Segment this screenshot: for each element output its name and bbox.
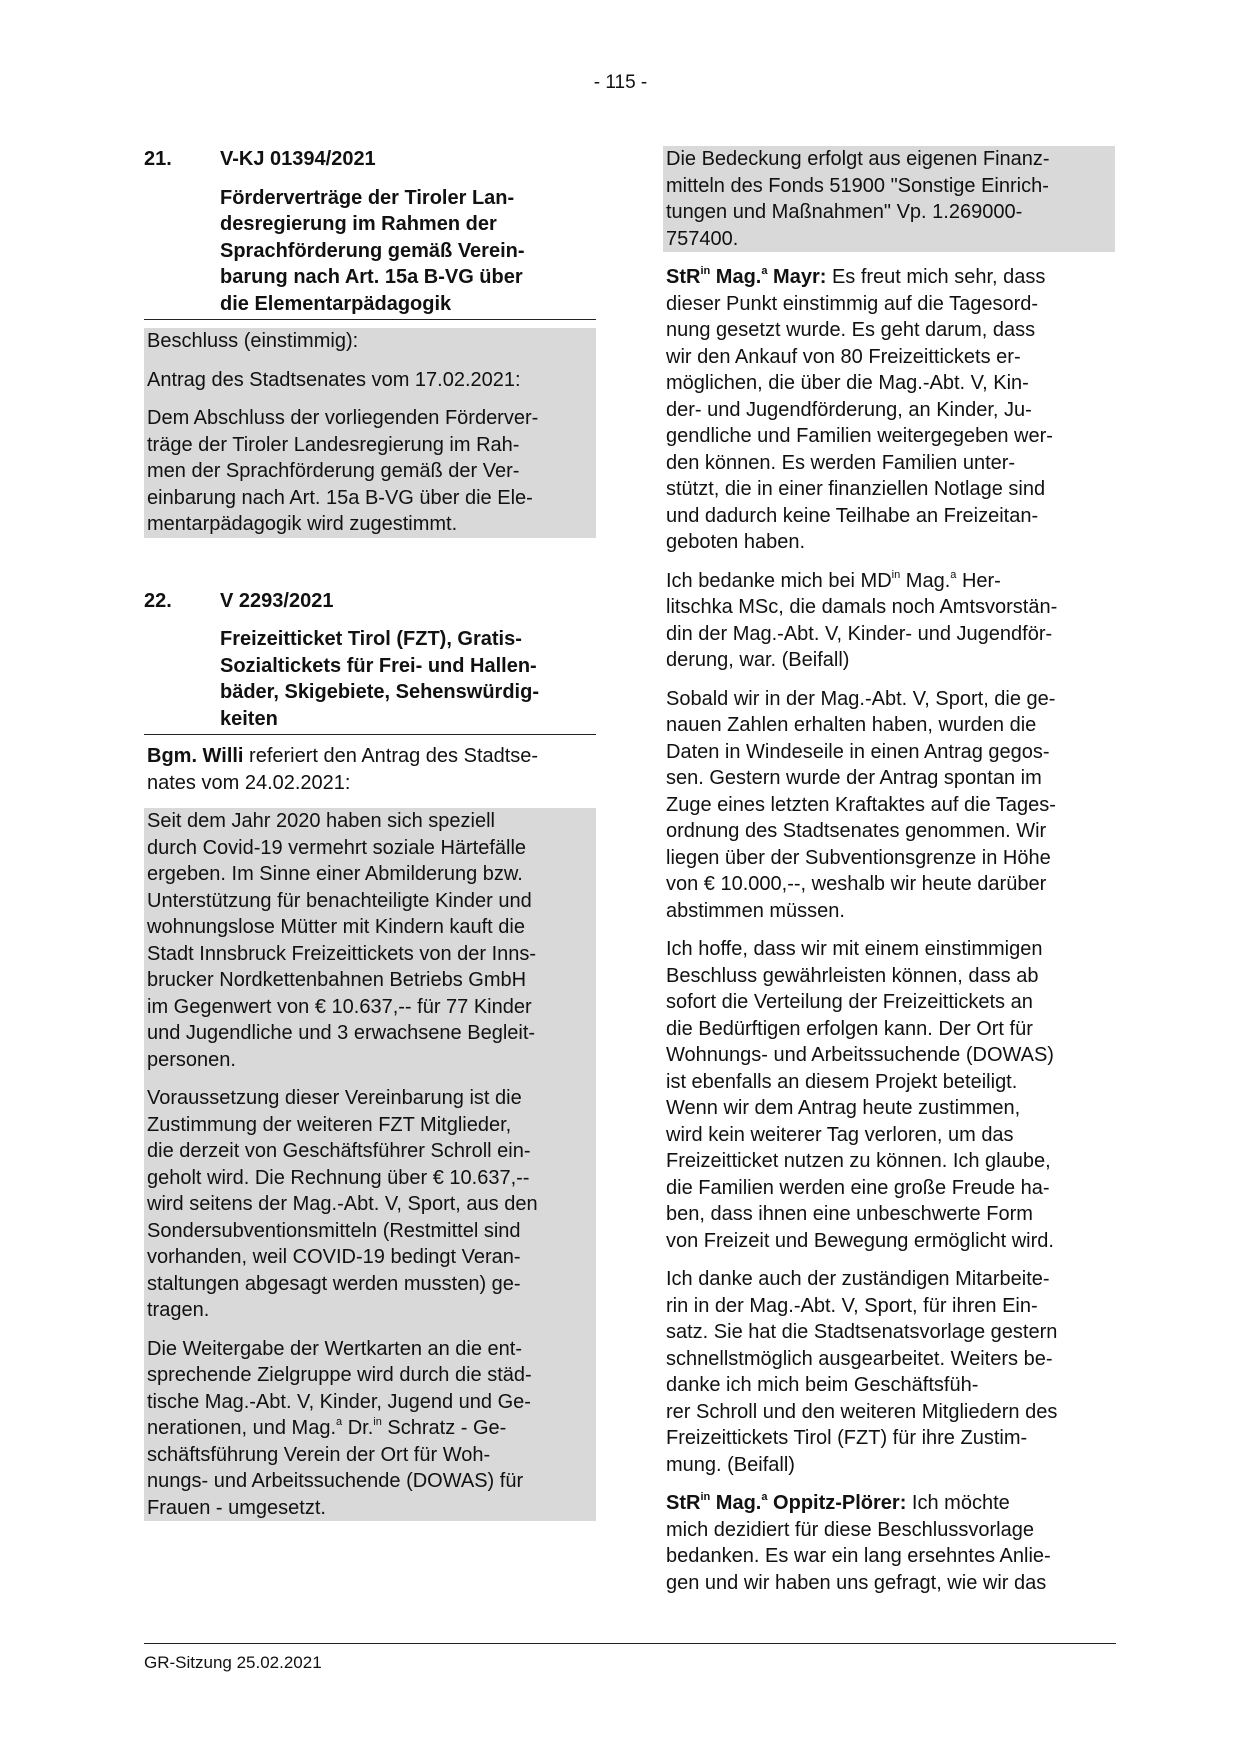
item-21-resolution-block: [144, 328, 596, 538]
text-line: mitteln des Fonds 51900 "Sonstige Einrich-: [666, 174, 1049, 197]
superscript: a: [950, 568, 957, 581]
text-run: Dr.: [342, 1417, 374, 1439]
text-line: einbarung nach Art. 15a B-VG über die Ele-: [147, 486, 533, 509]
speaker-name: Bgm. Willi: [147, 745, 244, 767]
text-line: Die Weitergabe der Wertkarten an die ent-: [147, 1337, 523, 1360]
text-line: satz. Sie hat die Stadtsenatsvorlage gestern: [666, 1321, 1058, 1343]
text-run: Her-: [956, 569, 1001, 592]
text-line: [147, 1415, 593, 1442]
text-line: nauen Zahlen erhalten haben, wurden die: [666, 714, 1037, 736]
text-line: Zuge eines letzten Kraftaktes auf die Tages-: [666, 793, 1056, 816]
text-line: der- und Jugendförderung, an Kinder, Ju-: [666, 398, 1032, 421]
text-line: ordnung des Stadtsenates genommen. Wir: [666, 820, 1047, 842]
text-line: brucker Nordkettenbahnen Betriebs GmbH: [147, 969, 527, 991]
text-run: Ich bedanke mich bei MD: [666, 569, 892, 592]
text-run: nerationen, und Mag.: [147, 1417, 337, 1439]
text-line: men der Sprachförderung gemäß der Ver-: [147, 460, 520, 482]
item-21-title-line: die Elementarpädagogik: [220, 292, 452, 315]
text-line: und dadurch keine Teilhabe an Freizeitan-: [666, 504, 1039, 527]
text-line: die Familien werden eine große Freude ha-: [666, 1176, 1050, 1199]
item-22-title: [220, 626, 596, 734]
text-line: gendliche und Familien weitergegeben wer-: [666, 425, 1053, 447]
text-run: Mag.: [710, 266, 762, 288]
text-line: vorhanden, weil COVID-19 bedingt Veran-: [147, 1246, 521, 1268]
text-line: Die Bedeckung erfolgt aus eigenen Finanz-: [666, 148, 1050, 170]
item-21-antrag: Antrag des Stadtsenates vom 17.02.2021:: [147, 368, 521, 391]
text-line: mich dezidiert für diese Beschlussvorlage: [666, 1518, 1034, 1541]
item-21-title-line: barung nach Art. 15a B-VG über: [220, 266, 523, 288]
text-run: StR: [666, 1492, 701, 1514]
page-number: - 115 -: [593, 72, 648, 93]
statement-mayr: [663, 264, 1115, 556]
superscript: a: [761, 265, 768, 278]
text-line: Zustimmung der weiteren FZT Mitglieder,: [147, 1113, 512, 1136]
text-line: Seit dem Jahr 2020 haben sich speziell: [147, 810, 495, 832]
item-21-divider: [144, 319, 596, 320]
statement-sobald: [663, 686, 1115, 925]
text-line: nung gesetzt wurde. Es geht darum, dass: [666, 319, 1036, 341]
item-21-title-line: Förderverträge der Tiroler Lan-: [220, 186, 515, 209]
text-line: den können. Es werden Familien unter-: [666, 451, 1016, 474]
text-line: 757400.: [666, 227, 739, 250]
item-21-number: 21.: [144, 148, 172, 170]
text-line: Wenn wir dem Antrag heute zustimmen,: [666, 1097, 1021, 1119]
text-line: liegen über der Subventionsgrenze in Höhe: [666, 846, 1051, 869]
text-line: schäftsführung Verein der Ort für Woh-: [147, 1443, 491, 1466]
text-line: Daten in Windeseile in einen Antrag gegos-: [666, 740, 1050, 763]
text-line: staltungen abgesagt werden mussten) ge-: [147, 1272, 521, 1295]
item-22-number: 22.: [144, 589, 172, 612]
item-21-reference: V-KJ 01394/2021: [220, 148, 376, 170]
text-run: Mag.: [900, 569, 951, 592]
text-line: ergeben. Im Sinne einer Abmilderung bzw.: [147, 863, 523, 885]
text-line: rin in der Mag.-Abt. V, Sport, für ihren Ein-: [666, 1294, 1038, 1317]
text-line: bedanken. Es war ein lang ersehntes Anlie-: [666, 1545, 1051, 1567]
text-line: Unterstützung für benachteiligte Kinder und: [147, 889, 532, 912]
right-column: [663, 146, 1115, 1596]
text-line: möglichen, die über die Mag.-Abt. V, Kin-: [666, 372, 1029, 394]
text-line: dieser Punkt einstimmig auf die Tagesord-: [666, 292, 1039, 315]
statement-danke: [663, 1266, 1115, 1478]
item-22-title-line: Sozialtickets für Frei- und Hallen-: [220, 654, 537, 677]
intro-text: nates vom 24.02.2021:: [147, 771, 351, 794]
text-line: Stadt Innsbruck Freizeittickets von der Inns-: [147, 942, 537, 965]
item-22-title-line: Freizeitticket Tirol (FZT), Gratis-: [220, 628, 522, 650]
text-line: träge der Tiroler Landesregierung im Rah-: [147, 433, 520, 456]
text-line: wird kein weiterer Tag verloren, um das: [666, 1123, 1014, 1146]
text-line: tische Mag.-Abt. V, Kinder, Jugend und Ge-: [147, 1390, 531, 1413]
text-line: litschka MSc, die damals noch Amtsvorstän-: [666, 596, 1058, 618]
text-line: Wohnungs- und Arbeitssuchende (DOWAS): [666, 1044, 1054, 1066]
footer-session-label: GR-Sitzung 25.02.2021: [144, 1653, 322, 1672]
text-line: von € 10.000,--, weshalb wir heute darüber: [666, 873, 1047, 895]
text-line: rer Schroll und den weiteren Mitgliedern des: [666, 1400, 1058, 1423]
text-line: stützt, die in einer finanziellen Notlage sind: [666, 478, 1046, 500]
text-line: wohnungslose Mütter mit Kindern kauft die: [147, 916, 525, 938]
text-run: Ich möchte: [906, 1492, 1010, 1514]
text-line: sprechende Zielgruppe wird durch die städ-: [147, 1364, 532, 1386]
text-line: Sobald wir in der Mag.-Abt. V, Sport, die ge-: [666, 687, 1056, 710]
text-line: nungs- und Arbeitssuchende (DOWAS) für: [147, 1470, 524, 1492]
motion-paragraph-3: [147, 1336, 593, 1522]
text-run: Mag.: [710, 1492, 762, 1514]
item-22-reference: V 2293/2021: [220, 589, 334, 612]
item-21-title-line: desregierung im Rahmen der: [220, 213, 497, 235]
item-22-motion-block: [144, 808, 596, 1521]
superscript: a: [761, 1491, 768, 1504]
text-run: StR: [666, 266, 701, 288]
text-line: die Bedürftigen erfolgen kann. Der Ort für: [666, 1017, 1033, 1040]
item-22-divider: [144, 734, 596, 735]
superscript: in: [373, 1416, 382, 1429]
text-line: mentarpädagogik wird zugestimmt.: [147, 513, 458, 535]
text-line: Freizeitticket nutzen zu können. Ich glaube,: [666, 1150, 1051, 1172]
item-22-title-line: bäder, Skigebiete, Sehenswürdig-: [220, 681, 539, 703]
text-run: Es freut mich sehr, dass: [826, 266, 1046, 288]
text-line: im Gegenwert von € 10.637,-- für 77 Kinder: [147, 995, 532, 1018]
left-column: [144, 146, 596, 1521]
item-21-resolution-text: [147, 405, 593, 538]
intro-text: referiert den Antrag des Stadtse-: [243, 745, 539, 767]
text-line: mung. (Beifall): [666, 1453, 795, 1476]
text-line: durch Covid-19 vermehrt soziale Härtefälle: [147, 836, 527, 859]
text-run: Schratz - Ge-: [381, 1417, 507, 1439]
item-21-title-line: Sprachförderung gemäß Verein-: [220, 239, 525, 262]
item-22-intro: [144, 743, 596, 796]
text-line: ben, dass ihnen eine unbeschwerte Form: [666, 1203, 1033, 1225]
text-line: abstimmen müssen.: [666, 899, 845, 922]
motion-paragraph-2: [147, 1085, 593, 1324]
item-21-heading: [144, 146, 596, 173]
text-line: tragen.: [147, 1299, 210, 1321]
text-line: personen.: [147, 1048, 236, 1071]
text-line: Beschluss gewährleisten können, dass ab: [666, 964, 1039, 987]
text-line: Ich hoffe, dass wir mit einem einstimmigen: [666, 938, 1043, 960]
motion-paragraph-1: [147, 808, 593, 1073]
speaker-name: [666, 1492, 906, 1514]
statement-hoffe: [663, 936, 1115, 1254]
text-line: derung, war. (Beifall): [666, 649, 850, 671]
item-22-title-line: keiten: [220, 707, 278, 730]
text-line: Frauen - umgesetzt.: [147, 1496, 326, 1519]
text-line: geholt wird. Die Rechnung über € 10.637,--: [147, 1166, 530, 1189]
text-line: danke ich mich beim Geschäftsfüh-: [666, 1374, 979, 1396]
text-line: din der Mag.-Abt. V, Kinder- und Jugendför-: [666, 622, 1053, 645]
bedeckung-block: [663, 146, 1115, 252]
text-line: und Jugendliche und 3 erwachsene Begleit-: [147, 1022, 536, 1044]
page-footer: [144, 1643, 1116, 1673]
text-line: Freizeittickets Tirol (FZT) für ihre Zustim-: [666, 1427, 1028, 1449]
speaker-name: [666, 266, 826, 288]
text-line: die derzeit von Geschäftsführer Schroll ein-: [147, 1140, 531, 1162]
text-line: ist ebenfalls an diesem Projekt beteiligt.: [666, 1070, 1018, 1093]
superscript: in: [891, 568, 901, 581]
statement-oppitz: [663, 1490, 1115, 1596]
text-line: Dem Abschluss der vorliegenden Förderver-: [147, 407, 539, 429]
text-line: Voraussetzung dieser Vereinbarung ist die: [147, 1087, 522, 1109]
text-line: sofort die Verteilung der Freizeittickets an: [666, 991, 1033, 1013]
text-line: Sondersubventionsmitteln (Restmittel sind: [147, 1219, 521, 1242]
text-run: Oppitz-Plörer:: [767, 1492, 907, 1514]
text-line: schnellstmöglich ausgearbeitet. Weiters be-: [666, 1347, 1053, 1370]
superscript: a: [336, 1416, 343, 1429]
text-line: sen. Gestern wurde der Antrag spontan im: [666, 767, 1042, 789]
text-line: tungen und Maßnahmen" Vp. 1.269000-: [666, 201, 1023, 223]
superscript: in: [700, 265, 711, 278]
text-line: wir den Ankauf von 80 Freizeittickets er-: [666, 345, 1021, 368]
item-22-heading: [144, 588, 596, 615]
superscript: in: [700, 1491, 711, 1504]
item-21-title: [220, 185, 596, 320]
text-run: Mayr:: [767, 266, 827, 288]
text-line: geboten haben.: [666, 531, 806, 553]
text-line: Ich danke auch der zuständigen Mitarbeite-: [666, 1268, 1050, 1290]
text-line: von Freizeit und Bewegung ermöglicht wird.: [666, 1229, 1054, 1252]
text-line: gen und wir haben uns gefragt, wie wir das: [666, 1571, 1047, 1594]
statement-dank-herlitschka: [663, 568, 1115, 674]
text-line: wird seitens der Mag.-Abt. V, Sport, aus den: [147, 1193, 538, 1215]
item-21-beschluss: Beschluss (einstimmig):: [147, 330, 359, 352]
